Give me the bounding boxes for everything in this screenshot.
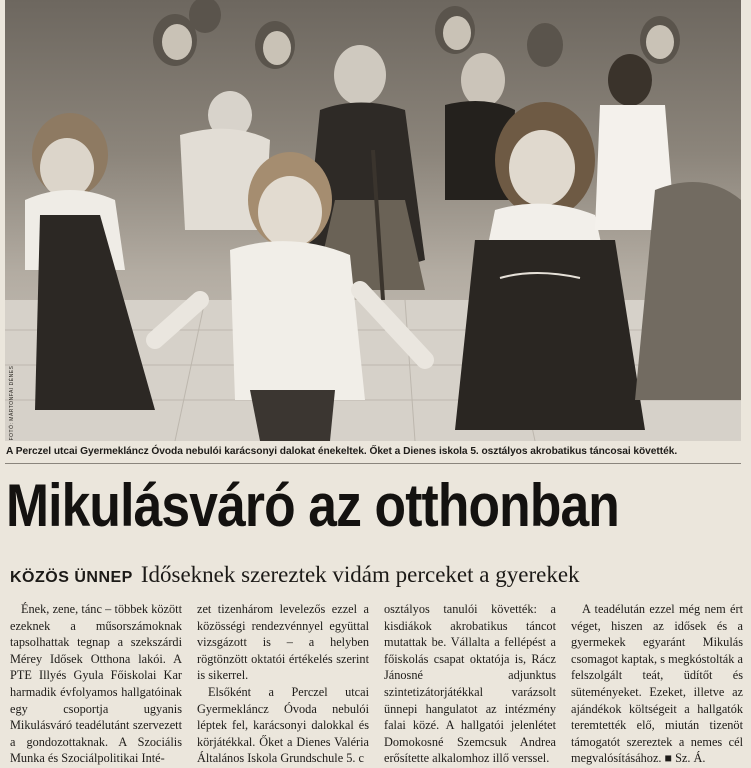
article-column-2 — [197, 601, 369, 767]
article-column-1 — [10, 601, 182, 767]
paragraph: osztályos tanulói követték: a kisdiákok akrobatikus táncot mutattak be. Vállalta a fellépést a főiskolás csapat oktatója is, Rácz Jánosné adjunktus szintetizátorjátékkal varázsolt ünnepi hangulatot az intézmény falai közé. A hallgatói jelenlétet Domokosné Szemcsuk Andrea erősítette alkalomhoz illő verssel. — [384, 602, 556, 766]
kicker-label: KÖZÖS ÜNNEP — [10, 569, 133, 586]
news-photo — [5, 0, 741, 441]
paragraph-text: A teadélután ezzel még nem ért véget, hiszen az idősek és a gyermekek egyaránt Mikulás csomagot kaptak, s megkóstolták a felszolgált teát, üdítőt és süteményeket. Ezeket, illetve az ajándékok költségeit a hallgatók teremtették elő, miután tizenöt támogatót szereztek a nemes cél megvalósításához. — [571, 602, 743, 766]
article-column-3 — [384, 601, 556, 767]
paragraph: Elsőként a Perczel utcai Gyermekláncz Óvoda nebulói léptek fel, karácsonyi dalokkal és körjátékkal. Őket a Dienes Valéria Általános Iskola Grundschule 5. c — [197, 684, 369, 766]
headline: Mikulásváró az otthonban — [6, 472, 619, 539]
author-signature: ■ Sz. Á. — [664, 751, 706, 766]
article-column-4 — [571, 601, 743, 767]
photo-credit: FOTÓ: MÁRTONFAI DÉNES — [9, 365, 15, 441]
photo-caption: A Perczel utcai Gyermekláncz Óvoda nebulói karácsonyi dalokat énekeltek. Őket a Dienes iskola 5. osztályos akrobatikus táncosai követték. — [6, 446, 678, 457]
subheadline — [10, 560, 746, 593]
article-body — [10, 601, 745, 766]
deck-text: Időseknek szereztek vidám perceket a gyerekek — [140, 562, 580, 587]
paragraph — [571, 601, 743, 767]
paragraph: Ének, zene, tánc – többek között ezeknek a műsorszámoknak tapsolhattak tegnap a szekszárdi Mérey Idősek Otthona lakói. A PTE Illyés Gyula Főiskolai Kar harmadik évfolyamos hallgatóinak egy csoportja ugyanis Mikulásváró teadélutánt szervezett a gondozottaknak. A Szociális Munka és Szociálpolitikai Inté- — [10, 602, 182, 766]
photo-image — [5, 0, 741, 441]
paragraph: zet tizenhárom levelezős ezzel a közösségi rendezvénnyel együttal vizsgázott is – a helyben rögtönzött oktatói értékelés szerint is sikerrel. — [197, 602, 369, 683]
